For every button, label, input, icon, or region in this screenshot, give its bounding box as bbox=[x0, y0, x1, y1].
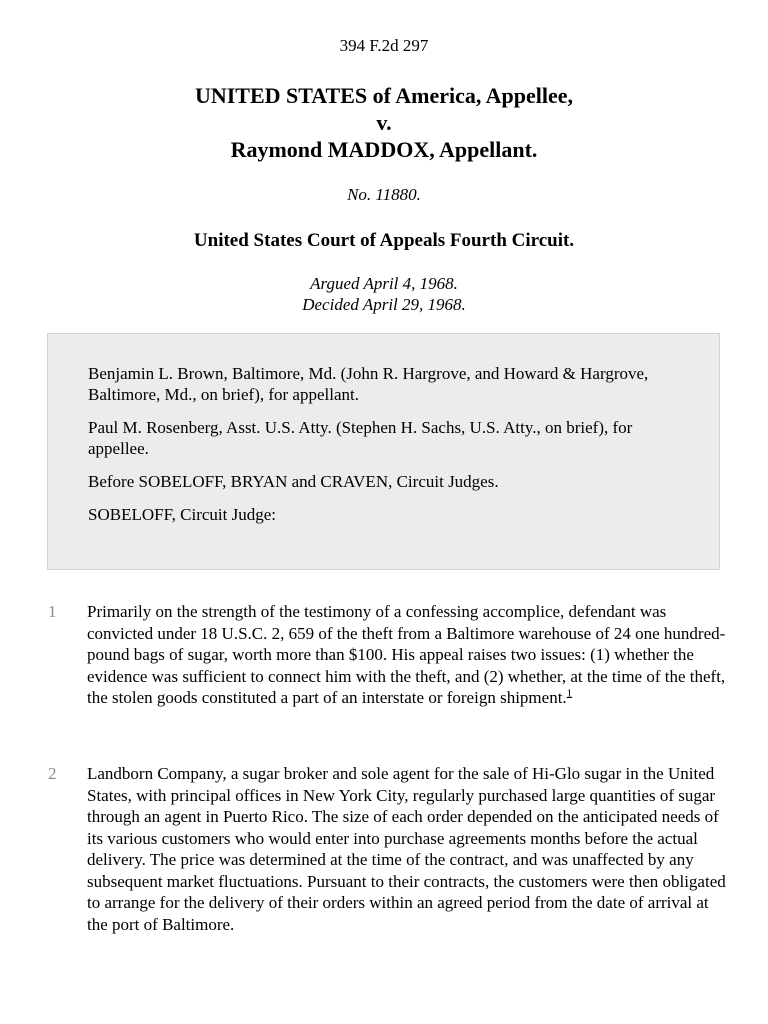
caption-appellee: UNITED STATES of America, Appellee, bbox=[194, 83, 574, 108]
paragraph-text bbox=[87, 601, 727, 709]
court-name: United States Court of Appeals Fourth Circuit. bbox=[193, 230, 575, 251]
appellant-counsel: Benjamin L. Brown, Baltimore, Md. (John R. Hargrove, and Howard & Hargrove, Baltimore, Md., on brief), for appellant. bbox=[88, 364, 649, 404]
case-caption bbox=[0, 82, 768, 163]
decided-date: Decided April 29, 1968. bbox=[302, 295, 466, 314]
case-citation: 394 F.2d 297 bbox=[339, 36, 429, 55]
judges-panel: Before SOBELOFF, BRYAN and CRAVEN, Circuit Judges. bbox=[88, 472, 499, 491]
paragraph-body: Primarily on the strength of the testimony of a confessing accomplice, defendant was convicted under 18 U.S.C. 2, 659 of the theft from a Baltimore warehouse of 24 one hundred-pound bags of sugar, worth more than $100. His appeal raises two issues: (1) whether the evidence was sufficient to connect him with the theft, and (2) whether, at the time of the theft, the stolen goods constituted a part of an interstate or foreign shipment. bbox=[87, 602, 726, 707]
appellee-counsel: Paul M. Rosenberg, Asst. U.S. Atty. (Stephen H. Sachs, U.S. Atty., on brief), for appellee. bbox=[88, 418, 633, 458]
case-dates bbox=[0, 273, 768, 315]
paragraph-body: Landborn Company, a sugar broker and sole agent for the sale of Hi-Glo sugar in the United States, with principal offices in New York City, regularly purchased large quantities of sugar through an agent in Puerto Rico. The size of each order depended on the anticipated needs of its various customers who would enter into purchase agreements months before the actual delivery. The price was determined at the time of the contract, and was unaffected by any subsequent market fluctuations. Pursuant to their contracts, the customers were then obligated to arrange for the delivery of their orders within an agreed period from the date of arrival at the port of Baltimore. bbox=[87, 764, 726, 934]
caption-versus: v. bbox=[376, 110, 392, 135]
paragraph-number: 1 bbox=[48, 602, 57, 621]
caption-appellant: Raymond MADDOX, Appellant. bbox=[230, 137, 538, 162]
argued-date: Argued April 4, 1968. bbox=[310, 274, 458, 293]
paragraph-text bbox=[87, 763, 727, 935]
docket-number: No. 11880. bbox=[347, 185, 421, 204]
counsel-box bbox=[47, 333, 720, 570]
opinion-author: SOBELOFF, Circuit Judge: bbox=[88, 505, 277, 524]
paragraph-number: 2 bbox=[48, 764, 57, 783]
footnote-link[interactable]: 1 bbox=[566, 687, 573, 700]
